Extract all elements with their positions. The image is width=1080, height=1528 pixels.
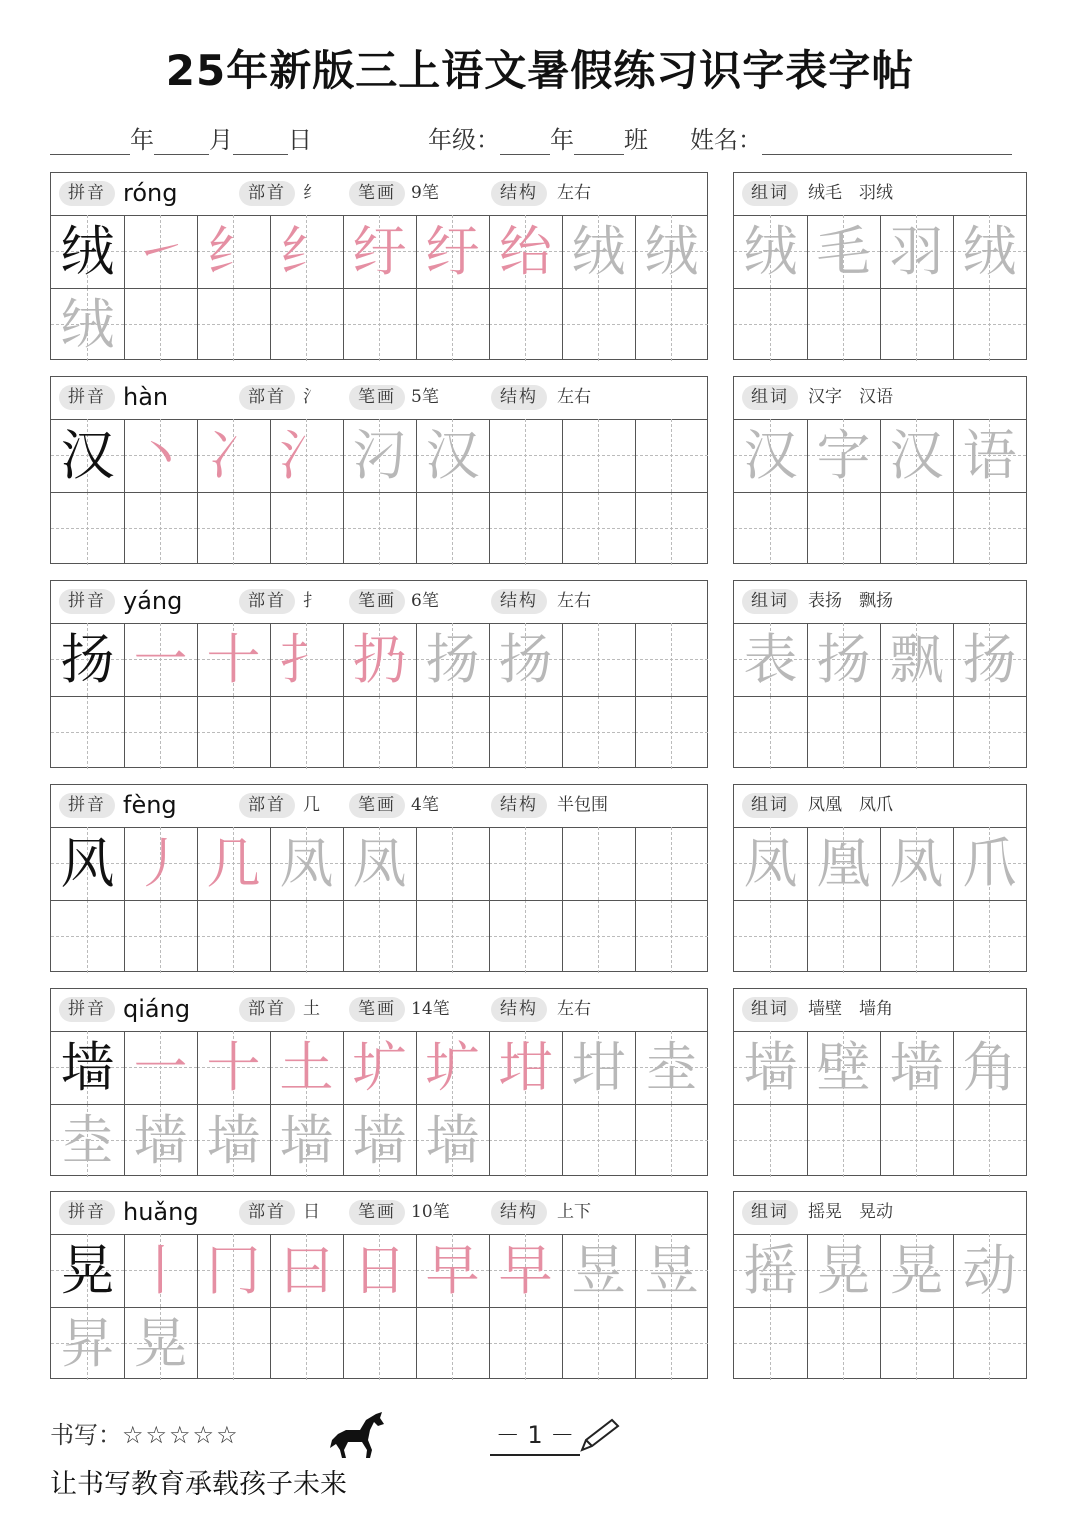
strokes-value: 14笔 (411, 999, 450, 1019)
pinyin-value: yáng (123, 587, 183, 615)
word-card-header (734, 173, 1026, 216)
grid-cell[interactable] (51, 492, 124, 565)
stroke-order-char: 纡 (352, 220, 407, 283)
stroke-order-char: 十 (206, 1036, 261, 1099)
word-trace-char: 墙 (889, 1036, 944, 1099)
class-label: 班 (624, 126, 648, 154)
month-blank[interactable] (154, 128, 209, 155)
pinyin-tag: 拼音 (59, 385, 115, 410)
grid-cell[interactable] (489, 696, 562, 769)
grid-cell[interactable] (635, 623, 708, 696)
stroke-order-char: 圹 (425, 1036, 480, 1099)
grade-blank[interactable] (500, 128, 550, 155)
stroke-order-char: 曰 (279, 1239, 334, 1302)
grid-cell[interactable] (880, 492, 953, 565)
grid-line (635, 623, 636, 767)
word-trace-char: 羽 (889, 220, 944, 283)
strokes-tag: 笔画 (349, 385, 405, 410)
grid-line (51, 492, 707, 493)
stroke-order-char: 一 (133, 1036, 188, 1099)
word-card-header (734, 377, 1026, 420)
grid-cell[interactable] (734, 696, 807, 769)
word-trace-char: 字 (816, 424, 871, 487)
grid-line (562, 419, 563, 563)
grid-cell[interactable] (489, 288, 562, 361)
grid-cell[interactable] (953, 288, 1026, 361)
radical-tag: 部首 (239, 181, 295, 206)
trace-char: 墙 (425, 1109, 480, 1172)
word-trace-char: 汉 (889, 424, 944, 487)
grid-cell[interactable] (635, 419, 708, 492)
char-card-header (51, 1192, 707, 1235)
trace-char: 墙 (279, 1109, 334, 1172)
word-card (733, 580, 1027, 768)
grid-cell[interactable] (635, 900, 708, 973)
radical-tag: 部首 (239, 385, 295, 410)
grid-cell[interactable] (343, 900, 416, 973)
stroke-order-char: 丶 (133, 424, 188, 487)
grid-cell[interactable] (416, 492, 489, 565)
stroke-order-char: 几 (206, 832, 261, 895)
grid-cell[interactable] (635, 1104, 708, 1177)
writing-label: 书写： (50, 1421, 122, 1449)
pinyin-tag: 拼音 (59, 997, 115, 1022)
slogan: 让书写教育承载孩子未来 (50, 1469, 347, 1500)
stroke-order-char: 冫 (206, 424, 261, 487)
structure-tag: 结构 (491, 589, 547, 614)
grid-line (51, 696, 707, 697)
grid-cell[interactable] (562, 900, 635, 973)
word-card (733, 784, 1027, 972)
structure-tag: 结构 (491, 181, 547, 206)
stroke-order-char: 扌 (279, 628, 334, 691)
word-trace-char: 凤 (889, 832, 944, 895)
structure-value: 上下 (557, 1202, 591, 1222)
grid-cell[interactable] (489, 492, 562, 565)
char-card (50, 988, 708, 1176)
grid-line (562, 827, 563, 971)
grid-cell[interactable] (807, 1307, 880, 1380)
radical-value: 几 (303, 795, 320, 815)
word-trace-char: 晃 (816, 1239, 871, 1302)
word-trace-char: 摇 (743, 1239, 798, 1302)
grid-cell[interactable] (416, 288, 489, 361)
char-card-header (51, 173, 707, 216)
grid-cell[interactable] (562, 1307, 635, 1380)
radical-value: 纟 (303, 183, 320, 203)
grid-cell[interactable] (343, 696, 416, 769)
grid-cell[interactable] (635, 1307, 708, 1380)
word-card-header (734, 989, 1026, 1032)
stroke-order-char: 圹 (352, 1036, 407, 1099)
grid-cell[interactable] (416, 827, 489, 900)
grade-year-label: 年 (550, 126, 574, 154)
grid-cell[interactable] (807, 696, 880, 769)
stroke-order-char: 丨 (133, 1239, 188, 1302)
grid-cell[interactable] (953, 1307, 1026, 1380)
grid-cell[interactable] (489, 1307, 562, 1380)
trace-char: 昇 (60, 1312, 115, 1375)
trace-char: 绒 (60, 293, 115, 356)
grid-cell[interactable] (489, 419, 562, 492)
grid-cell[interactable] (807, 900, 880, 973)
grid-cell[interactable] (880, 696, 953, 769)
stroke-order-char: 汈 (352, 424, 407, 487)
stroke-order-char: 丿 (133, 832, 188, 895)
grid-line (734, 288, 1026, 289)
stroke-order-char: 早 (498, 1239, 553, 1302)
strokes-tag: 笔画 (349, 997, 405, 1022)
word-card (733, 172, 1027, 360)
radical-value: 氵 (303, 387, 320, 407)
word-card-header (734, 785, 1026, 828)
stroke-order-char: 绐 (498, 220, 553, 283)
strokes-tag: 笔画 (349, 793, 405, 818)
grid-cell[interactable] (880, 1307, 953, 1380)
grid-cell[interactable] (953, 696, 1026, 769)
word-trace-char: 角 (962, 1036, 1017, 1099)
word-trace-char: 扬 (816, 628, 871, 691)
grid-line (734, 900, 1026, 901)
stroke-order-char: 扬 (498, 628, 553, 691)
grid-line (635, 827, 636, 971)
grid-cell[interactable] (416, 696, 489, 769)
pinyin-value: hàn (123, 383, 169, 411)
pinyin-tag: 拼音 (59, 181, 115, 206)
grid-cell[interactable] (124, 696, 197, 769)
model-char: 晃 (60, 1239, 115, 1302)
grid-cell[interactable] (734, 900, 807, 973)
structure-tag: 结构 (491, 793, 547, 818)
word-trace-char: 绒 (962, 220, 1017, 283)
grid-cell[interactable] (562, 492, 635, 565)
grade-label: 年级： (428, 126, 500, 154)
grid-cell[interactable] (635, 492, 708, 565)
stroke-order-char: 十 (206, 628, 261, 691)
grid-line (489, 419, 490, 563)
char-card-header (51, 785, 707, 828)
stroke-order-char: 汉 (425, 424, 480, 487)
words-tag: 组词 (742, 589, 798, 614)
page-title: 25年新版三上语文暑假练习识字表字帖 (165, 46, 915, 95)
grid-cell[interactable] (953, 1104, 1026, 1177)
stroke-order-char: 扔 (352, 628, 407, 691)
pinyin-tag: 拼音 (59, 589, 115, 614)
word-trace-char: 壁 (816, 1036, 871, 1099)
word-trace-char: 绒 (743, 220, 798, 283)
word-trace-char: 语 (962, 424, 1017, 487)
model-char: 墙 (60, 1036, 115, 1099)
radical-value: 土 (303, 999, 320, 1019)
char-card-header (51, 581, 707, 624)
trace-char: 墙 (206, 1109, 261, 1172)
grid-cell[interactable] (197, 492, 270, 565)
grid-cell[interactable] (562, 1104, 635, 1177)
rating-stars[interactable]: ☆☆☆☆☆ (122, 1421, 240, 1449)
grid-cell[interactable] (270, 900, 343, 973)
grid-cell[interactable] (343, 288, 416, 361)
month-label: 月 (209, 126, 233, 154)
grid-cell[interactable] (562, 288, 635, 361)
stroke-order-char: 凤 (352, 832, 407, 895)
char-card-header (51, 989, 707, 1032)
grid-cell[interactable] (635, 696, 708, 769)
stroke-order-char: 早 (425, 1239, 480, 1302)
word-trace-char: 凰 (816, 832, 871, 895)
stroke-order-char: 纟 (279, 220, 334, 283)
grid-cell[interactable] (270, 288, 343, 361)
trace-char: 坴 (60, 1109, 115, 1172)
radical-tag: 部首 (239, 1200, 295, 1225)
stroke-order-char: 氵 (279, 424, 334, 487)
char-card (50, 784, 708, 972)
grid-cell[interactable] (880, 1104, 953, 1177)
day-label: 日 (288, 126, 312, 154)
grid-cell[interactable] (124, 492, 197, 565)
grid-line (734, 1307, 1026, 1308)
writing-rating (50, 1415, 240, 1450)
pinyin-value: róng (123, 179, 178, 207)
stroke-order-char: 土 (279, 1036, 334, 1099)
grid-cell[interactable] (953, 492, 1026, 565)
model-char: 风 (60, 832, 115, 895)
year-blank[interactable] (50, 128, 130, 155)
grid-line (734, 1104, 1026, 1105)
grid-cell[interactable] (635, 288, 708, 361)
trace-char: 墙 (352, 1109, 407, 1172)
stroke-order-char: 绒 (644, 220, 699, 283)
strokes-value: 9笔 (411, 183, 439, 203)
grid-cell[interactable] (807, 492, 880, 565)
word-trace-char: 飘 (889, 628, 944, 691)
strokes-value: 10笔 (411, 1202, 450, 1222)
word-trace-char: 晃 (889, 1239, 944, 1302)
grid-line (734, 696, 1026, 697)
grid-cell[interactable] (124, 288, 197, 361)
word-card (733, 1191, 1027, 1379)
structure-value: 左右 (557, 387, 591, 407)
radical-tag: 部首 (239, 997, 295, 1022)
name-line (690, 120, 1012, 155)
grid-cell[interactable] (562, 419, 635, 492)
words-value: 表扬 飘扬 (808, 591, 893, 611)
grid-cell[interactable] (807, 1104, 880, 1177)
words-tag: 组词 (742, 385, 798, 410)
grid-line (734, 492, 1026, 493)
grid-cell[interactable] (880, 288, 953, 361)
words-tag: 组词 (742, 793, 798, 818)
trace-char: 墙 (133, 1109, 188, 1172)
pen-icon (578, 1418, 622, 1454)
word-trace-char: 表 (743, 628, 798, 691)
grid-cell[interactable] (807, 288, 880, 361)
char-card (50, 580, 708, 768)
stroke-order-char: 凤 (279, 832, 334, 895)
day-blank[interactable] (233, 128, 288, 155)
words-tag: 组词 (742, 1200, 798, 1225)
grid-cell[interactable] (734, 492, 807, 565)
words-value: 摇晃 晃动 (808, 1202, 893, 1222)
stroke-order-char: 扬 (425, 628, 480, 691)
grid-cell[interactable] (270, 1307, 343, 1380)
word-trace-char: 扬 (962, 628, 1017, 691)
year-label: 年 (130, 126, 154, 154)
grid-cell[interactable] (124, 900, 197, 973)
grid-line (51, 900, 707, 901)
grid-cell[interactable] (489, 827, 562, 900)
grid-cell[interactable] (197, 1307, 270, 1380)
word-trace-char: 凤 (743, 832, 798, 895)
stroke-order-char: 绒 (571, 220, 626, 283)
word-card-header (734, 581, 1026, 624)
grade-line (428, 120, 648, 155)
stroke-order-char: 纡 (425, 220, 480, 283)
structure-value: 半包围 (557, 795, 608, 815)
pinyin-tag: 拼音 (59, 1200, 115, 1225)
strokes-value: 6笔 (411, 591, 439, 611)
grid-cell[interactable] (343, 492, 416, 565)
grid-cell[interactable] (734, 288, 807, 361)
grid-cell[interactable] (562, 623, 635, 696)
stroke-order-char: ㇀ (133, 220, 188, 283)
words-tag: 组词 (742, 997, 798, 1022)
words-value: 汉字 汉语 (808, 387, 893, 407)
grid-line (635, 419, 636, 563)
words-tag: 组词 (742, 181, 798, 206)
structure-tag: 结构 (491, 385, 547, 410)
char-card (50, 172, 708, 360)
pinyin-value: qiáng (123, 995, 191, 1023)
class-blank[interactable] (574, 128, 624, 155)
grid-cell[interactable] (197, 900, 270, 973)
grid-cell[interactable] (635, 827, 708, 900)
grid-cell[interactable] (416, 1307, 489, 1380)
word-trace-char: 毛 (816, 220, 871, 283)
word-trace-char: 墙 (743, 1036, 798, 1099)
word-trace-char: 汉 (743, 424, 798, 487)
radical-value: 日 (303, 1202, 320, 1222)
word-card-header (734, 1192, 1026, 1235)
word-card (733, 988, 1027, 1176)
stroke-order-char: 纟 (206, 220, 261, 283)
stroke-order-char: 坩 (571, 1036, 626, 1099)
grid-cell[interactable] (562, 827, 635, 900)
stroke-order-char: 冂 (206, 1239, 261, 1302)
grid-cell[interactable] (953, 900, 1026, 973)
grid-line (489, 827, 490, 971)
stroke-order-char: 昱 (571, 1239, 626, 1302)
grid-cell[interactable] (734, 1104, 807, 1177)
date-line (50, 120, 312, 155)
pinyin-value: fèng (123, 791, 177, 819)
grid-cell[interactable] (562, 696, 635, 769)
grid-cell[interactable] (489, 1104, 562, 1177)
stroke-order-char: 日 (352, 1239, 407, 1302)
name-label: 姓名： (690, 126, 762, 154)
strokes-value: 5笔 (411, 387, 439, 407)
stroke-order-char: 坩 (498, 1036, 553, 1099)
char-card-header (51, 377, 707, 420)
structure-value: 左右 (557, 183, 591, 203)
grid-cell[interactable] (270, 492, 343, 565)
page-number: － 1 － (490, 1415, 580, 1456)
grid-cell[interactable] (197, 696, 270, 769)
name-blank[interactable] (762, 128, 1012, 155)
grid-cell[interactable] (51, 900, 124, 973)
word-card (733, 376, 1027, 564)
structure-tag: 结构 (491, 1200, 547, 1225)
pinyin-tag: 拼音 (59, 793, 115, 818)
words-value: 凤凰 凤爪 (808, 795, 893, 815)
trace-char: 晃 (133, 1312, 188, 1375)
strokes-tag: 笔画 (349, 181, 405, 206)
grid-cell[interactable] (416, 900, 489, 973)
word-trace-char: 动 (962, 1239, 1017, 1302)
words-value: 绒毛 羽绒 (808, 183, 893, 203)
horse-icon (326, 1410, 386, 1462)
stroke-order-char: 坴 (644, 1036, 699, 1099)
structure-value: 左右 (557, 591, 591, 611)
grid-cell[interactable] (343, 1307, 416, 1380)
grid-line (416, 827, 417, 971)
words-value: 墙壁 墙角 (808, 999, 893, 1019)
model-char: 绒 (60, 220, 115, 283)
stroke-order-char: 昱 (644, 1239, 699, 1302)
model-char: 扬 (60, 628, 115, 691)
model-char: 汉 (60, 424, 115, 487)
strokes-tag: 笔画 (349, 589, 405, 614)
grid-cell[interactable] (197, 288, 270, 361)
grid-line (562, 623, 563, 767)
strokes-tag: 笔画 (349, 1200, 405, 1225)
word-trace-char: 爪 (962, 832, 1017, 895)
grid-cell[interactable] (734, 1307, 807, 1380)
char-card (50, 1191, 708, 1379)
structure-value: 左右 (557, 999, 591, 1019)
grid-cell[interactable] (489, 900, 562, 973)
strokes-value: 4笔 (411, 795, 439, 815)
char-card (50, 376, 708, 564)
stroke-order-char: 一 (133, 628, 188, 691)
grid-cell[interactable] (880, 900, 953, 973)
grid-cell[interactable] (270, 696, 343, 769)
grid-line (51, 288, 707, 289)
radical-tag: 部首 (239, 793, 295, 818)
grid-cell[interactable] (51, 696, 124, 769)
radical-value: 扌 (303, 591, 320, 611)
pinyin-value: huǎng (123, 1198, 199, 1226)
structure-tag: 结构 (491, 997, 547, 1022)
radical-tag: 部首 (239, 589, 295, 614)
